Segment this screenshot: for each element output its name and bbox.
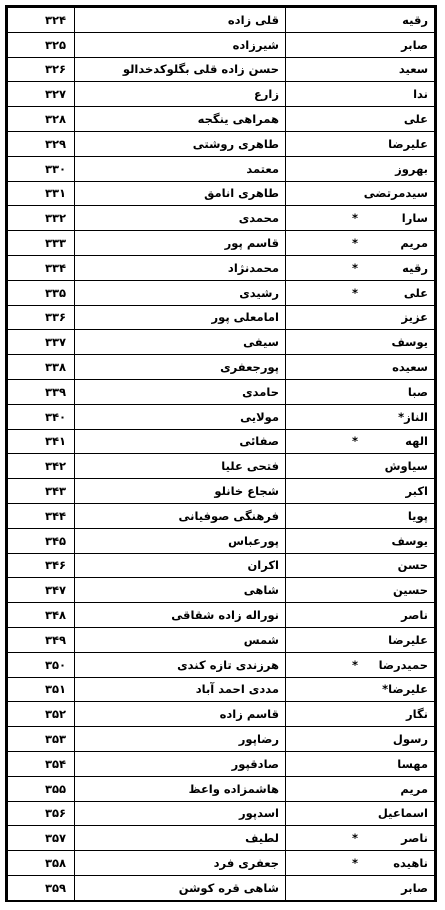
last-name-cell: امامعلی پور — [75, 305, 286, 330]
last-name-cell: مددی احمد آباد — [75, 677, 286, 702]
asterisk-mark: * — [351, 260, 358, 275]
first-name-text: یوسف — [391, 533, 428, 548]
first-name-cell — [286, 330, 435, 355]
first-name-text: سعید — [398, 62, 428, 77]
first-name-text: مریم — [400, 236, 428, 251]
table-row — [8, 727, 435, 752]
first-name-text: حسن — [397, 558, 428, 573]
last-name-cell: رشیدی — [75, 280, 286, 305]
last-name-cell: شیرزاده — [75, 32, 286, 57]
row-number: ۳۳۵ — [8, 280, 75, 305]
first-name-cell — [286, 131, 435, 156]
row-number: ۳۴۶ — [8, 553, 75, 578]
first-name-cell — [286, 578, 435, 603]
first-name-text: اکبر — [405, 484, 428, 499]
last-name-cell: قاسم پور — [75, 231, 286, 256]
last-name-cell: فرهنگی صوفیانی — [75, 503, 286, 528]
row-number: ۳۴۴ — [8, 503, 75, 528]
row-number: ۳۴۹ — [8, 627, 75, 652]
table-row — [8, 131, 435, 156]
row-number: ۳۳۶ — [8, 305, 75, 330]
table-row — [8, 652, 435, 677]
first-name-cell — [286, 206, 435, 231]
first-name-cell — [286, 553, 435, 578]
last-name-cell: حسن زاده قلی بگلوکدخدالو — [75, 57, 286, 82]
first-name-text: الهه — [405, 434, 428, 449]
first-name-cell — [286, 305, 435, 330]
table-row — [8, 503, 435, 528]
first-name-text: عزیز — [401, 310, 428, 325]
last-name-cell: شمس — [75, 627, 286, 652]
row-number: ۳۳۹ — [8, 379, 75, 404]
first-name-cell — [286, 57, 435, 82]
first-name-cell — [286, 776, 435, 801]
row-number: ۳۲۵ — [8, 32, 75, 57]
name-list-body — [8, 8, 435, 901]
first-name-cell — [286, 454, 435, 479]
last-name-cell: همراهی ینگجه — [75, 107, 286, 132]
table-row — [8, 206, 435, 231]
asterisk-mark: * — [351, 657, 358, 672]
row-number: ۳۵۰ — [8, 652, 75, 677]
first-name-text: یوسف — [391, 335, 428, 350]
first-name-cell — [286, 379, 435, 404]
last-name-cell: نوراله زاده شقاقی — [75, 603, 286, 628]
table-row — [8, 107, 435, 132]
row-number: ۳۵۷ — [8, 826, 75, 851]
first-name-text: رقیه — [402, 260, 428, 275]
first-name-text: رسول — [392, 732, 428, 746]
table-row — [8, 603, 435, 628]
table-row — [8, 82, 435, 107]
table-row — [8, 330, 435, 355]
first-name-cell — [286, 107, 435, 132]
row-number: ۳۳۴ — [8, 255, 75, 280]
first-name-text: سیدمرتضی — [363, 186, 428, 201]
last-name-cell: طاهری روشتی — [75, 131, 286, 156]
first-name-text: ناصر — [401, 831, 428, 846]
first-name-text: ناهیده — [393, 855, 428, 870]
first-name-cell — [286, 32, 435, 57]
first-name-cell — [286, 528, 435, 553]
first-name-cell — [286, 851, 435, 876]
first-name-text: صابر — [401, 880, 428, 895]
table-row — [8, 255, 435, 280]
last-name-cell: رضاپور — [75, 727, 286, 752]
name-list-table — [7, 7, 435, 901]
table-row — [8, 578, 435, 603]
row-number: ۳۲۷ — [8, 82, 75, 107]
row-number: ۳۳۲ — [8, 206, 75, 231]
table-row — [8, 553, 435, 578]
first-name-cell — [286, 801, 435, 826]
row-number: ۳۳۷ — [8, 330, 75, 355]
last-name-cell: طاهری انامق — [75, 181, 286, 206]
first-name-text: اسماعیل — [377, 806, 428, 821]
last-name-cell: مولایی — [75, 404, 286, 429]
table-row — [8, 181, 435, 206]
last-name-cell: سیفی — [75, 330, 286, 355]
table-row — [8, 429, 435, 454]
last-name-cell: محمدی — [75, 206, 286, 231]
asterisk-mark: * — [351, 831, 358, 846]
table-row — [8, 32, 435, 57]
last-name-cell: صادقپور — [75, 751, 286, 776]
first-name-cell — [286, 8, 435, 33]
asterisk-mark: * — [351, 855, 358, 870]
first-name-text: نگار — [406, 707, 428, 722]
first-name-text: سیاوش — [384, 459, 428, 474]
row-number: ۳۵۴ — [8, 751, 75, 776]
first-name-cell — [286, 627, 435, 652]
table-row — [8, 8, 435, 33]
row-number: ۳۵۹ — [8, 875, 75, 900]
first-name-cell — [286, 727, 435, 752]
first-name-text: علیرضا — [388, 632, 428, 647]
last-name-cell: معتمد — [75, 156, 286, 181]
last-name-cell: قلی زاده — [75, 8, 286, 33]
first-name-cell — [286, 429, 435, 454]
table-row — [8, 702, 435, 727]
row-number: ۳۵۱ — [8, 677, 75, 702]
first-name-text: الناز* — [398, 409, 428, 424]
last-name-cell: اکران — [75, 553, 286, 578]
first-name-text: علیرضا* — [382, 682, 428, 697]
row-number: ۳۵۳ — [8, 727, 75, 752]
last-name-cell: شاهی — [75, 578, 286, 603]
table-row — [8, 454, 435, 479]
table-row — [8, 826, 435, 851]
first-name-text: مریم — [400, 781, 428, 796]
table-row — [8, 280, 435, 305]
last-name-cell: فتحی علیا — [75, 454, 286, 479]
last-name-cell: هرزندی تازه کندی — [75, 652, 286, 677]
row-number: ۳۴۵ — [8, 528, 75, 553]
last-name-cell: پورعباس — [75, 528, 286, 553]
asterisk-mark: * — [351, 285, 358, 300]
first-name-text: سارا — [401, 211, 428, 226]
row-number: ۳۴۱ — [8, 429, 75, 454]
first-name-cell — [286, 603, 435, 628]
table-row — [8, 627, 435, 652]
first-name-cell — [286, 181, 435, 206]
first-name-text: ندا — [413, 87, 428, 102]
first-name-cell — [286, 875, 435, 900]
last-name-cell: هاشمزاده واعظ — [75, 776, 286, 801]
first-name-cell — [286, 652, 435, 677]
table-row — [8, 57, 435, 82]
table-row — [8, 751, 435, 776]
first-name-text: بهروز — [395, 161, 428, 176]
row-number: ۳۲۴ — [8, 8, 75, 33]
row-number: ۳۴۸ — [8, 603, 75, 628]
table-row — [8, 875, 435, 900]
first-name-text: علی — [403, 285, 428, 300]
first-name-cell — [286, 255, 435, 280]
first-name-text: رقیه — [402, 12, 428, 27]
first-name-cell — [286, 280, 435, 305]
first-name-text: حسین — [392, 583, 428, 598]
table-row — [8, 355, 435, 380]
table-row — [8, 528, 435, 553]
last-name-cell: صفائی — [75, 429, 286, 454]
first-name-text: حمیدرضا — [378, 657, 428, 672]
first-name-cell — [286, 677, 435, 702]
last-name-cell: لطیف — [75, 826, 286, 851]
first-name-text: صابر — [401, 37, 428, 52]
first-name-cell — [286, 82, 435, 107]
row-number: ۳۵۲ — [8, 702, 75, 727]
asterisk-mark: * — [351, 236, 358, 251]
row-number: ۳۳۳ — [8, 231, 75, 256]
row-number: ۳۴۷ — [8, 578, 75, 603]
row-number: ۳۳۰ — [8, 156, 75, 181]
first-name-cell — [286, 479, 435, 504]
row-number: ۳۵۵ — [8, 776, 75, 801]
first-name-text: صبا — [407, 384, 428, 399]
row-number: ۳۵۸ — [8, 851, 75, 876]
row-number: ۳۵۶ — [8, 801, 75, 826]
table-row — [8, 801, 435, 826]
table-row — [8, 851, 435, 876]
row-number: ۳۲۶ — [8, 57, 75, 82]
last-name-cell: زارع — [75, 82, 286, 107]
first-name-cell — [286, 231, 435, 256]
first-name-cell — [286, 156, 435, 181]
table-row — [8, 776, 435, 801]
first-name-text: مهسا — [397, 756, 428, 771]
last-name-cell: اسدپور — [75, 801, 286, 826]
table-row — [8, 156, 435, 181]
table-row — [8, 231, 435, 256]
last-name-cell: جعفری فرد — [75, 851, 286, 876]
asterisk-mark: * — [351, 211, 358, 226]
first-name-text: سعیده — [392, 360, 428, 375]
row-number: ۳۲۸ — [8, 107, 75, 132]
first-name-cell — [286, 751, 435, 776]
first-name-cell — [286, 404, 435, 429]
last-name-cell: شجاع خانلو — [75, 479, 286, 504]
row-number: ۳۳۱ — [8, 181, 75, 206]
first-name-text: پویا — [407, 508, 428, 523]
first-name-text: ناصر — [401, 608, 428, 623]
first-name-cell — [286, 702, 435, 727]
first-name-cell — [286, 503, 435, 528]
first-name-cell — [286, 355, 435, 380]
first-name-text: علی — [403, 112, 428, 127]
table-row — [8, 404, 435, 429]
last-name-cell: حامدی — [75, 379, 286, 404]
table-row — [8, 379, 435, 404]
table-row — [8, 305, 435, 330]
table-row — [8, 677, 435, 702]
last-name-cell: پورجعفری — [75, 355, 286, 380]
last-name-cell: شاهی قره کوشن — [75, 875, 286, 900]
first-name-text: علیرضا — [388, 136, 428, 151]
last-name-cell: قاسم زاده — [75, 702, 286, 727]
name-list-sheet — [5, 5, 437, 902]
table-row — [8, 479, 435, 504]
row-number: ۳۲۹ — [8, 131, 75, 156]
row-number: ۳۴۰ — [8, 404, 75, 429]
row-number: ۳۴۳ — [8, 479, 75, 504]
row-number: ۳۳۸ — [8, 355, 75, 380]
asterisk-mark: * — [351, 434, 358, 449]
first-name-cell — [286, 826, 435, 851]
row-number: ۳۴۲ — [8, 454, 75, 479]
last-name-cell: محمدنژاد — [75, 255, 286, 280]
